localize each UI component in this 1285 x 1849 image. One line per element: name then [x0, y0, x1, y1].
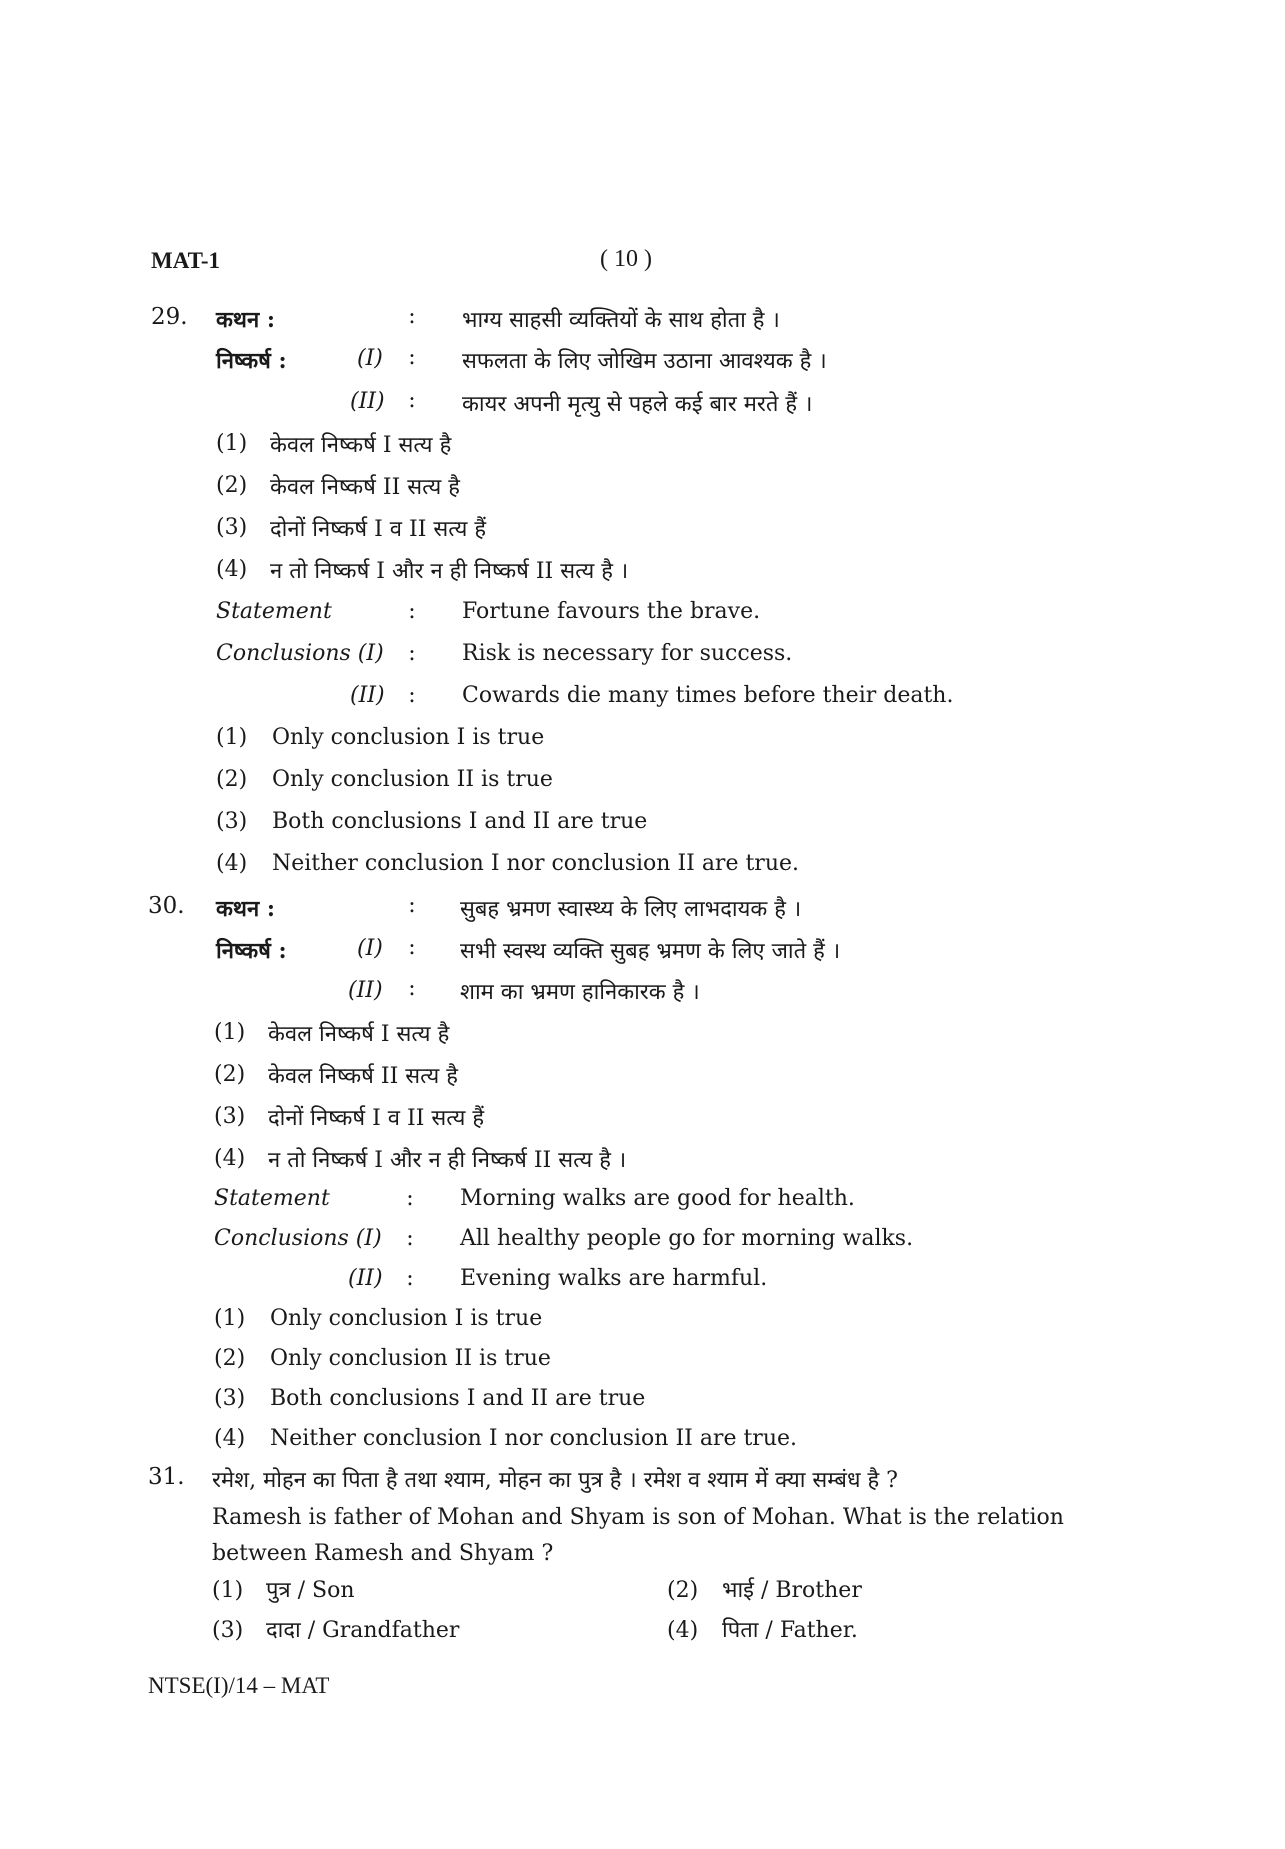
en-statement: Morning walks are good for health.	[460, 1186, 855, 1211]
en-option-4: Neither conclusion I nor conclusion II are true.	[270, 1426, 798, 1451]
option-marker: (2)	[216, 767, 248, 792]
option-marker: (4)	[216, 557, 248, 582]
colon: :	[408, 641, 416, 666]
hi-option-4: न तो निष्कर्ष I और न ही निष्कर्ष II सत्य है ।	[270, 559, 629, 584]
conclusion-marker: (II)	[350, 683, 385, 708]
en-conclusion-label: Conclusions (I)	[214, 1226, 382, 1251]
option-marker: (1)	[216, 431, 248, 456]
option-marker: (3)	[214, 1386, 246, 1411]
option-marker: (3)	[214, 1104, 246, 1129]
paper-code: MAT-1	[151, 248, 220, 273]
hi-statement: सुबह भ्रमण स्वास्थ्य के लिए लाभदायक है ।	[460, 897, 802, 922]
hi-option-2: केवल निष्कर्ष II सत्य है	[268, 1064, 458, 1089]
colon: :	[408, 599, 416, 624]
option-marker: (2)	[214, 1346, 246, 1371]
en-conclusion-1: Risk is necessary for success.	[462, 641, 793, 666]
conclusion-marker: (I)	[357, 346, 383, 371]
colon: :	[406, 1186, 414, 1211]
hi-conclusion-2: कायर अपनी मृत्यु से पहले कई बार मरते हैं ।	[462, 392, 813, 417]
hi-conclusion-1: सभी स्वस्थ व्यक्ति सुबह भ्रमण के लिए जाते हैं ।	[460, 939, 841, 964]
option-marker: (3)	[216, 809, 248, 834]
hi-conclusion-1: सफलता के लिए जोखिम उठाना आवश्यक है ।	[462, 349, 827, 374]
en-statement-label: Statement	[216, 599, 332, 624]
colon: :	[406, 1226, 414, 1251]
colon: :	[408, 388, 416, 413]
conclusion-marker: (II)	[350, 389, 385, 414]
option-marker: (1)	[212, 1578, 244, 1603]
en-option-1: Only conclusion I is true	[270, 1306, 543, 1331]
en-statement-label: Statement	[214, 1186, 330, 1211]
colon: :	[408, 893, 416, 918]
footer-code: NTSE(I)/14 – MAT	[148, 1673, 330, 1698]
page-number: ( 10 )	[600, 246, 652, 272]
option-1: पुत्र / Son	[266, 1578, 355, 1603]
question-number: 29.	[151, 304, 188, 330]
hi-conclusion-label: निष्कर्ष :	[216, 938, 287, 964]
hi-statement-label: कथन :	[216, 896, 275, 922]
option-marker: (1)	[214, 1306, 246, 1331]
colon: :	[408, 683, 416, 708]
option-marker: (2)	[216, 473, 248, 498]
option-marker: (2)	[667, 1578, 699, 1603]
en-statement: Fortune favours the brave.	[462, 599, 761, 624]
en-option-3: Both conclusions I and II are true	[272, 809, 648, 834]
hi-question: रमेश, मोहन का पिता है तथा श्याम, मोहन का पुत्र है । रमेश व श्याम में क्या सम्बंध है ?	[212, 1468, 898, 1493]
hi-statement-label: कथन :	[216, 307, 275, 333]
option-marker: (1)	[214, 1020, 246, 1045]
en-conclusion-2: Cowards die many times before their death.	[462, 683, 954, 708]
option-marker: (4)	[214, 1146, 246, 1171]
hi-option-3: दोनों निष्कर्ष I व II सत्य हैं	[270, 517, 487, 542]
colon: :	[408, 976, 416, 1001]
hi-option-1: केवल निष्कर्ष I सत्य है	[268, 1022, 450, 1047]
en-option-2: Only conclusion II is true	[270, 1346, 551, 1371]
option-marker: (3)	[216, 515, 248, 540]
hi-option-4: न तो निष्कर्ष I और न ही निष्कर्ष II सत्य है ।	[268, 1148, 627, 1173]
conclusion-marker: (II)	[348, 978, 383, 1003]
colon: :	[406, 1266, 414, 1291]
conclusion-marker: (I)	[357, 936, 383, 961]
en-option-1: Only conclusion I is true	[272, 725, 545, 750]
en-option-4: Neither conclusion I nor conclusion II are true.	[272, 851, 800, 876]
option-4: पिता / Father.	[722, 1618, 858, 1643]
hi-option-2: केवल निष्कर्ष II सत्य है	[270, 475, 460, 500]
option-3: दादा / Grandfather	[266, 1618, 460, 1643]
en-conclusion-label: Conclusions (I)	[216, 641, 384, 666]
colon: :	[408, 935, 416, 960]
option-marker: (4)	[216, 851, 248, 876]
en-option-2: Only conclusion II is true	[272, 767, 553, 792]
hi-option-1: केवल निष्कर्ष I सत्य है	[270, 433, 452, 458]
hi-conclusion-2: शाम का भ्रमण हानिकारक है ।	[460, 980, 700, 1005]
hi-conclusion-label: निष्कर्ष :	[216, 348, 287, 374]
question-number: 30.	[148, 893, 185, 919]
en-option-3: Both conclusions I and II are true	[270, 1386, 646, 1411]
question-number: 31.	[148, 1464, 185, 1490]
conclusion-marker: (II)	[348, 1266, 383, 1291]
en-conclusion-2: Evening walks are harmful.	[460, 1266, 768, 1291]
en-question: Ramesh is father of Mohan and Shyam is son of Mohan. What is the relation between Ramesh and Shyam ?	[212, 1505, 1064, 1566]
option-marker: (2)	[214, 1062, 246, 1087]
option-marker: (4)	[214, 1426, 246, 1451]
hi-option-3: दोनों निष्कर्ष I व II सत्य हैं	[268, 1106, 485, 1131]
colon: :	[408, 304, 416, 329]
hi-statement: भाग्य साहसी व्यक्तियों के साथ होता है ।	[462, 308, 780, 333]
en-conclusion-1: All healthy people go for morning walks.	[460, 1226, 914, 1251]
option-2: भाई / Brother	[722, 1578, 862, 1603]
option-marker: (1)	[216, 725, 248, 750]
colon: :	[408, 345, 416, 370]
option-marker: (3)	[212, 1618, 244, 1643]
option-marker: (4)	[667, 1618, 699, 1643]
